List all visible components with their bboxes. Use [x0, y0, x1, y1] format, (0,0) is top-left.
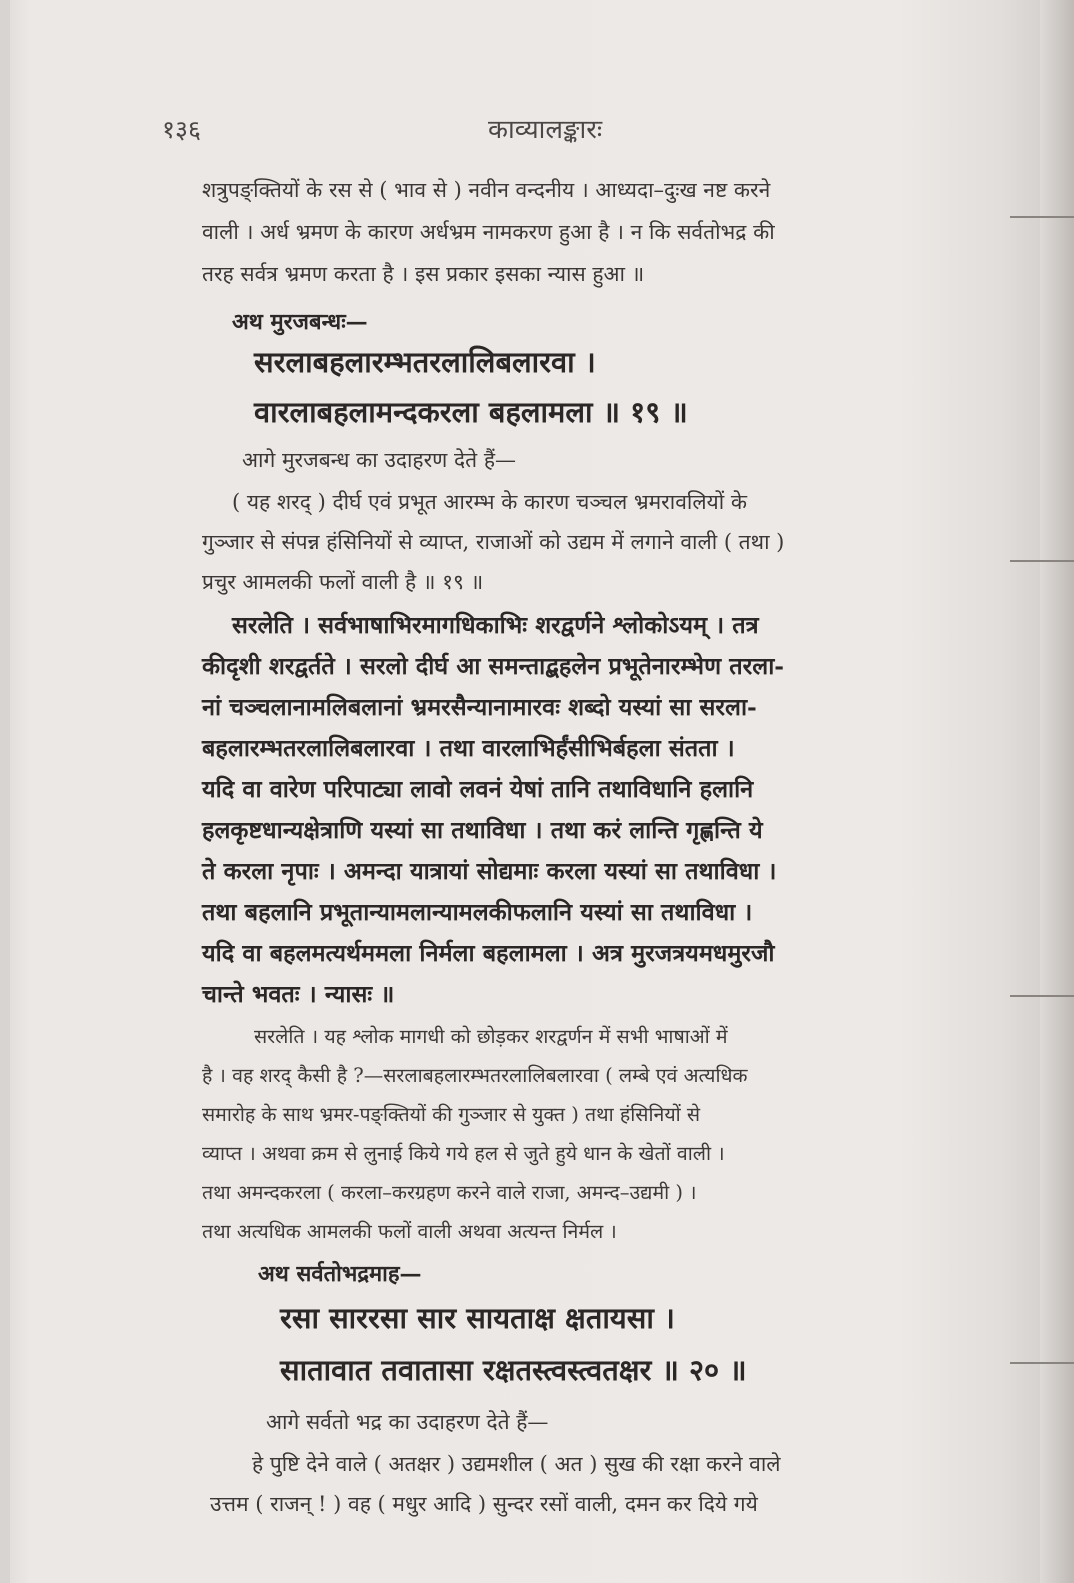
running-header-title: काव्यालङ्कारः	[488, 115, 603, 145]
text-line: सरलेति । यह श्लोक मागधी को छोड़कर शरद्वर्णन में सभी भाषाओं में	[254, 1025, 728, 1048]
binding-thread	[1010, 995, 1074, 997]
verse-line: सरलाबहलारम्भतरलालिबलारवा ।	[254, 345, 596, 379]
text-line: आगे मुरजबन्ध का उदाहरण देते हैं—	[242, 448, 516, 472]
text-line: हे पुष्टि देने वाले ( अतक्षर ) उद्यमशील ( अत ) सुख की रक्षा करने वाले	[252, 1452, 781, 1476]
text-line: उत्तम ( राजन् ! ) वह ( मधुर आदि ) सुन्दर रसों वाली, दमन कर दिये गये	[210, 1492, 758, 1516]
text-line: है । वह शरद् कैसी है ?—सरलाबहलारम्भतरलालिबलारवा ( लम्बे एवं अत्यधिक	[202, 1064, 748, 1087]
commentary-line: यदि वा वारेण परिपाट्या लावो लवनं येषां तानि तथाविधानि हलानि	[202, 775, 754, 803]
commentary-line: चान्ते भवतः । न्यासः ॥	[202, 980, 395, 1008]
text-line: ( यह शरद् ) दीर्घ एवं प्रभूत आरम्भ के कारण चञ्चल भ्रमरावलियों के	[232, 490, 747, 514]
text-line: प्रचुर आमलकी फलों वाली है ॥ १९ ॥	[202, 570, 484, 594]
section-heading: अथ मुरजबन्धः—	[232, 309, 368, 335]
page-left-edge	[0, 0, 10, 1583]
binding-thread	[1010, 560, 1074, 562]
commentary-line: ते करला नृपाः । अमन्दा यात्रायां सोद्यमाः करला यस्यां सा तथाविधा ।	[202, 857, 777, 885]
binding-thread	[1010, 216, 1074, 218]
page-number: १३६	[162, 115, 202, 144]
section-heading: अथ सर्वतोभद्रमाह—	[258, 1261, 422, 1287]
commentary-line: सरलेति । सर्वभाषाभिरमागधिकाभिः शरद्वर्णने श्लोकोऽयम् । तत्र	[232, 611, 759, 639]
commentary-line: बहलारम्भतरलालिबलारवा । तथा वारलाभिर्हंसीभिर्बहला संतता ।	[202, 734, 735, 762]
verse-line: सातावात तवातासा रक्षतस्त्वस्त्वतक्षर ॥ २० ॥	[280, 1353, 747, 1387]
text-line: तरह सर्वत्र भ्रमण करता है । इस प्रकार इसका न्यास हुआ ॥	[202, 262, 645, 286]
text-line: शत्रुपङ्क्तियों के रस से ( भाव से ) नवीन वन्दनीय । आध्यदा–दुःख नष्ट करने	[202, 178, 771, 202]
commentary-line: नां चञ्चलानामलिबलानां भ्रमरसैन्यानामारवः शब्दो यस्यां सा सरला-	[202, 693, 757, 721]
text-line: तथा अमन्दकरला ( करला–करग्रहण करने वाले राजा, अमन्द–उद्यमी ) ।	[202, 1181, 697, 1204]
page-binding-edge	[1040, 0, 1074, 1583]
text-line: समारोह के साथ भ्रमर-पङ्क्तियों की गुञ्जार से युक्त ) तथा हंसिनियों से	[202, 1103, 701, 1126]
verse-line: वारलाबहलामन्दकरला बहलामला ॥ १९ ॥	[254, 395, 688, 429]
text-line: आगे सर्वतो भद्र का उदाहरण देते हैं—	[266, 1410, 549, 1434]
text-line: तथा अत्यधिक आमलकी फलों वाली अथवा अत्यन्त निर्मल ।	[202, 1220, 617, 1243]
text-line: वाली । अर्ध भ्रमण के कारण अर्धभ्रम नामकरण हुआ है । न कि सर्वतोभद्र की	[202, 220, 775, 244]
text-line: गुञ्जार से संपन्न हंसिनियों से व्याप्त, राजाओं को उद्यम में लगाने वाली ( तथा )	[202, 530, 785, 554]
commentary-line: हलकृष्टधान्यक्षेत्राणि यस्यां सा तथाविधा । तथा करं लान्ति गृह्णन्ति ये	[202, 816, 763, 844]
commentary-line: कीदृशी शरद्वर्तते । सरलो दीर्घ आ समन्ताद्बहलेन प्रभूतेनारम्भेण तरला-	[202, 652, 785, 680]
text-line: व्याप्त । अथवा क्रम से लुनाई किये गये हल से जुते हुये धान के खेतों वाली ।	[202, 1142, 725, 1165]
commentary-line: तथा बहलानि प्रभूतान्यामलान्यामलकीफलानि यस्यां सा तथाविधा ।	[202, 898, 753, 926]
binding-thread	[1010, 1362, 1074, 1364]
verse-line: रसा साररसा सार सायताक्ष क्षतायसा ।	[280, 1301, 675, 1335]
commentary-line: यदि वा बहलमत्यर्थममला निर्मला बहलामला । अत्र मुरजत्रयमधमुरजौ	[202, 939, 775, 967]
